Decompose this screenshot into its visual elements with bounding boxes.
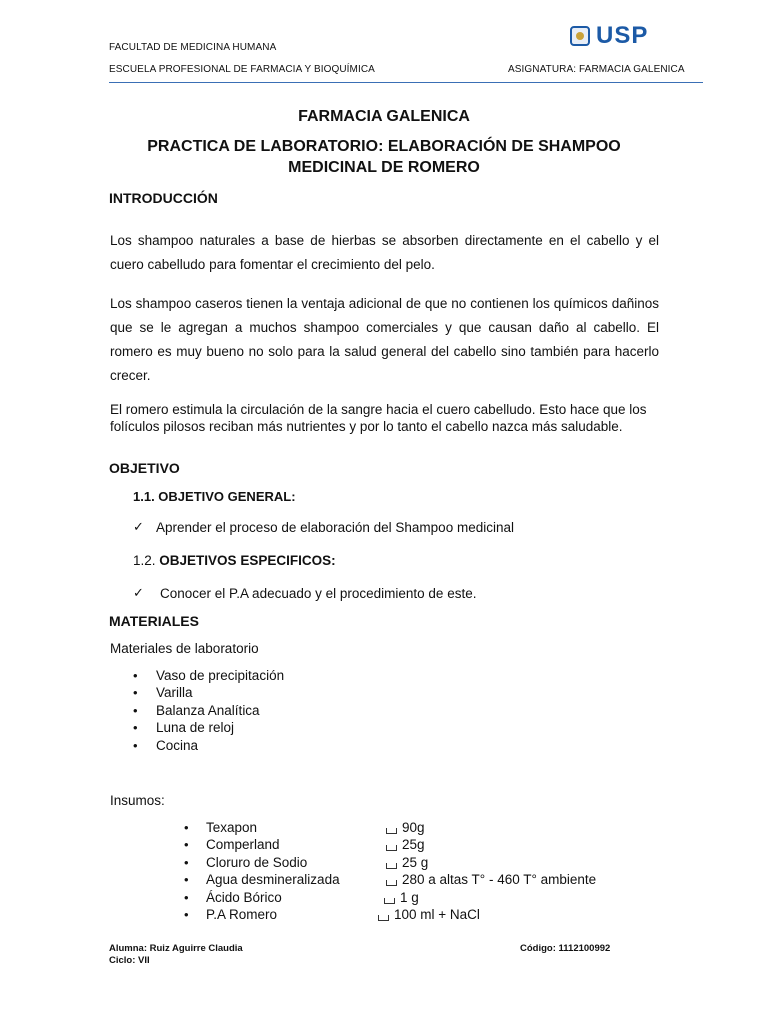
bullet-icon: •	[133, 720, 138, 735]
insumo-name: Cloruro de Sodio	[206, 855, 308, 870]
insumo-qty: 100 ml + NaCl	[378, 907, 480, 922]
insumo-name: Agua desmineralizada	[206, 872, 340, 887]
box-icon	[384, 898, 395, 904]
list-item: Vaso de precipitación	[156, 668, 285, 683]
bullet-icon: •	[184, 890, 189, 905]
check-icon: ✓	[133, 585, 144, 600]
bullet-icon: •	[133, 685, 138, 700]
list-item: Varilla	[156, 685, 193, 700]
bullet-icon: •	[133, 703, 138, 718]
header-subject: ASIGNATURA: FARMACIA GALENICA	[508, 64, 685, 75]
objetivo-general-item: Aprender el proceso de elaboración del Shampoo medicinal	[156, 520, 514, 535]
objetivo-specific-item: Conocer el P.A adecuado y el procedimiento de este.	[160, 586, 477, 601]
check-icon: ✓	[133, 519, 144, 534]
box-icon	[386, 845, 397, 851]
insumo-qty: 90g	[386, 820, 425, 835]
box-icon	[386, 863, 397, 869]
university-seal-icon	[570, 26, 590, 46]
header-divider	[109, 82, 703, 83]
list-item: Luna de reloj	[156, 720, 235, 735]
insumo-name: Comperland	[206, 837, 280, 852]
insumo-name: P.A Romero	[206, 907, 278, 922]
insumo-qty: 25g	[386, 837, 425, 852]
box-icon	[378, 915, 389, 921]
usp-logo	[570, 24, 662, 50]
insumo-qty: 1 g	[384, 890, 419, 905]
subtitle-line-1: PRACTICA DE LABORATORIO: ELABORACIÓN DE SHAMPOO	[147, 138, 621, 155]
materiales-lab-label: Materiales de laboratorio	[110, 641, 259, 656]
objetivo-general-heading: 1.1. OBJETIVO GENERAL:	[133, 489, 296, 504]
footer-cycle: Ciclo: VII	[109, 955, 150, 966]
intro-paragraph-1: Los shampoo naturales a base de hierbas se absorben directamente en el cabello y el cuero cabelludo para fomentar el crecimiento del pelo.	[110, 233, 659, 272]
intro-paragraph-3: El romero estimula la circulación de la sangre hacia el cuero cabelludo. Esto hace que los folículos pilosos reciban más nutrientes y por lo tanto el cabello nazca más saludable.	[110, 402, 647, 434]
insumos-label: Insumos:	[110, 793, 165, 808]
objetivo-specific-heading: OBJETIVOS ESPECIFICOS:	[159, 553, 336, 568]
insumo-qty: 25 g	[386, 855, 428, 870]
bullet-icon: •	[184, 907, 189, 922]
bullet-icon: •	[184, 855, 189, 870]
bullet-icon: •	[133, 668, 138, 683]
bullet-icon: •	[184, 837, 189, 852]
intro-heading: INTRODUCCIÓN	[109, 190, 218, 206]
box-icon	[386, 828, 397, 834]
bullet-icon: •	[133, 738, 138, 753]
objetivo-specific-number: 1.2.	[133, 553, 156, 568]
header-faculty: FACULTAD DE MEDICINA HUMANA	[109, 42, 277, 53]
page-title: FARMACIA GALENICA	[298, 108, 470, 125]
insumo-name: Ácido Bórico	[206, 890, 282, 905]
subtitle-line-2: MEDICINAL DE ROMERO	[288, 159, 480, 176]
box-icon	[386, 880, 397, 886]
bullet-icon: •	[184, 820, 189, 835]
materiales-heading: MATERIALES	[109, 613, 199, 629]
header-school: ESCUELA PROFESIONAL DE FARMACIA Y BIOQUÍMICA	[109, 64, 375, 75]
insumo-name: Texapon	[206, 820, 258, 835]
objetivo-specific-line	[133, 553, 336, 568]
objetivo-heading: OBJETIVO	[109, 460, 180, 476]
usp-logo-text: USP	[596, 22, 649, 49]
intro-paragraph-2: Los shampoo caseros tienen la ventaja adicional de que no contienen los químicos dañinos que se le agregan a muchos shampoo comerciales y que causan daño al cabello. El romero es muy bueno no solo para la salud general del cabello sino también para hacerlo crecer.	[110, 296, 659, 383]
list-item: Balanza Analítica	[156, 703, 260, 718]
bullet-icon: •	[184, 872, 189, 887]
footer-student: Alumna: Ruiz Aguirre Claudia	[109, 943, 243, 954]
footer-code: Código: 1112100992	[520, 943, 611, 954]
insumo-qty: 280 a altas T° - 460 T° ambiente	[386, 872, 596, 887]
list-item: Cocina	[156, 738, 199, 753]
